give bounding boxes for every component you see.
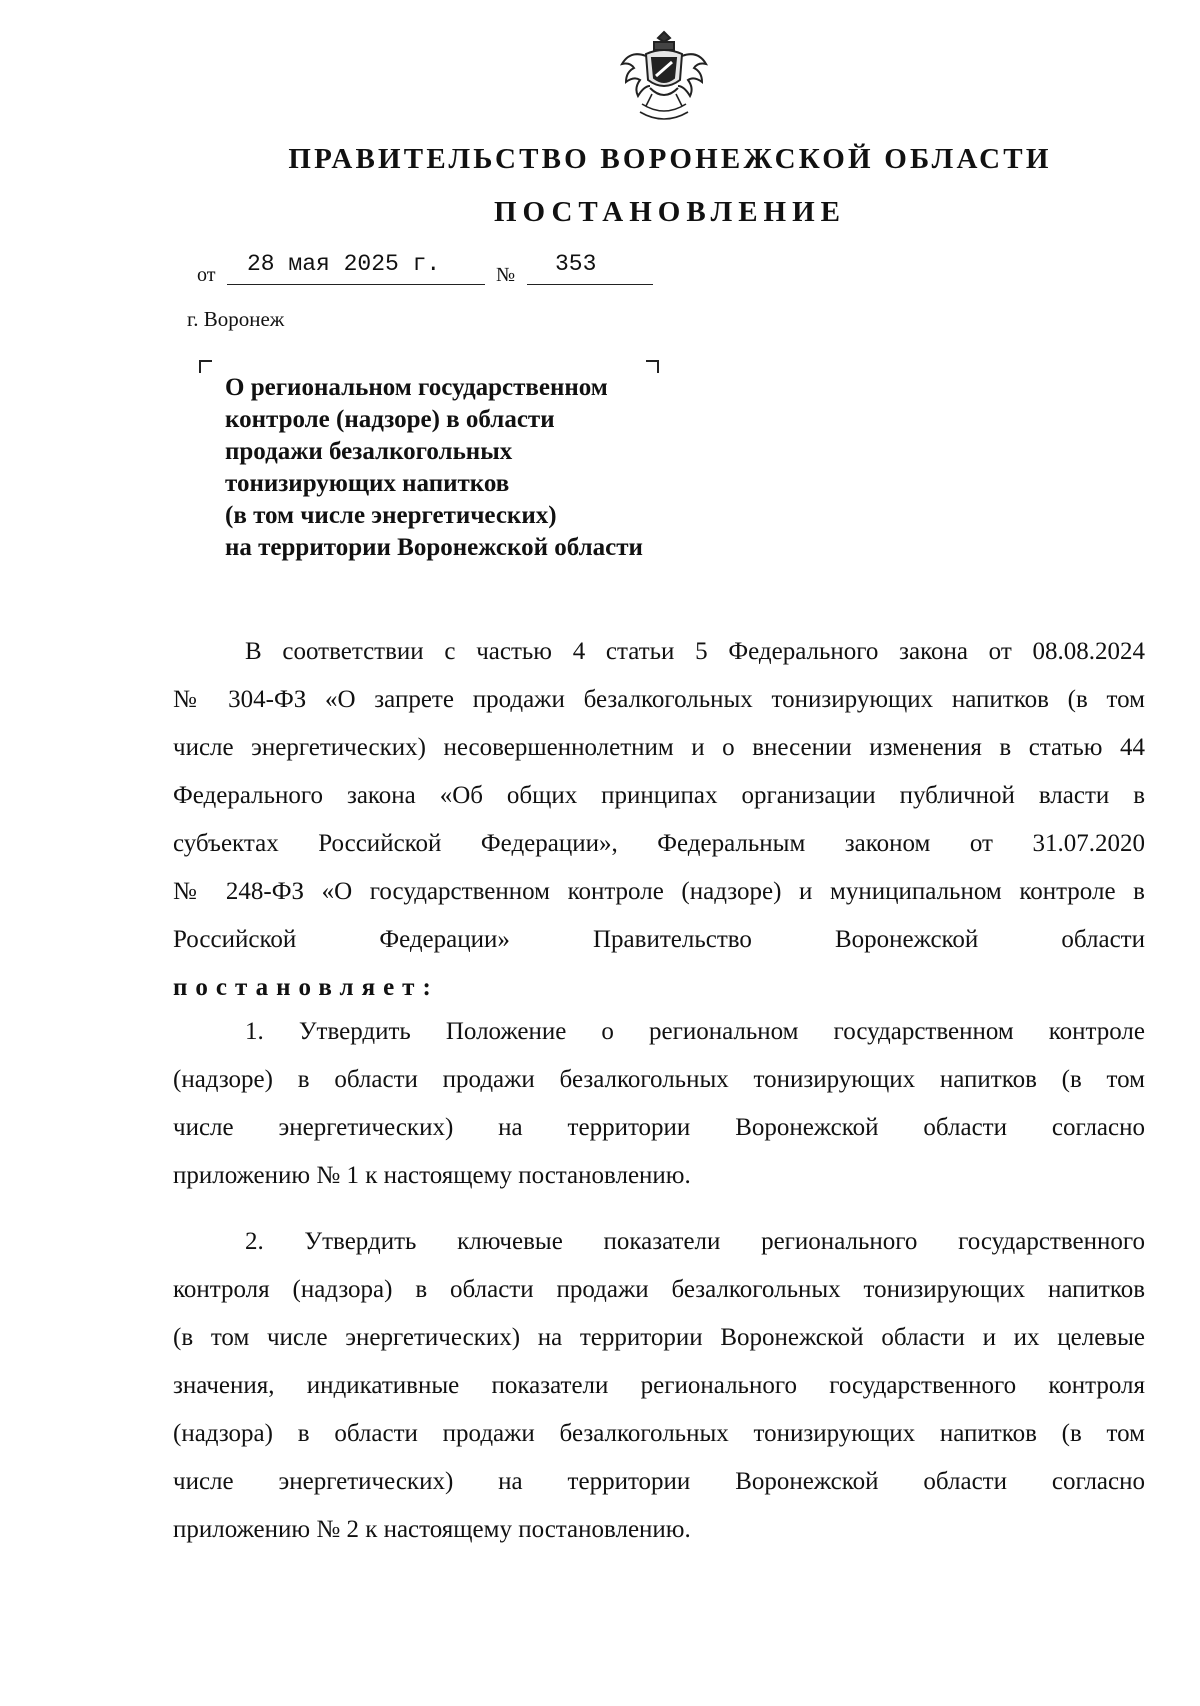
item-line: (в том числе энергетических) на территории Воронежской области и их целевые [173, 1324, 1145, 1351]
preamble-line: В соответствии с частью 4 статьи 5 Федерального закона от 08.08.2024 [245, 638, 1145, 665]
item-line: (надзоре) в области продажи безалкогольных тонизирующих напитков (в том [173, 1066, 1145, 1093]
subject-line: контроле (надзоре) в области [225, 406, 555, 433]
item-line: контроля (надзора) в области продажи безалкогольных тонизирующих напитков [173, 1276, 1145, 1303]
number-value: 353 [555, 251, 597, 277]
item-line: значения, индикативные показатели регионального государственного контроля [173, 1372, 1145, 1399]
date-number-row [197, 248, 667, 288]
preamble-line: № 304-ФЗ «О запрете продажи безалкогольных тонизирующих напитков (в том [173, 686, 1145, 713]
subject-bracket-right [646, 360, 659, 373]
date-label: от [197, 264, 216, 286]
document-subject [225, 372, 643, 564]
preamble-line: числе энергетических) несовершеннолетним и о внесении изменения в статью 44 [173, 734, 1145, 761]
subject-line: на территории Воронежской области [225, 534, 643, 561]
government-title: ПРАВИТЕЛЬСТВО ВОРОНЕЖСКОЙ ОБЛАСТИ [288, 143, 1052, 175]
preamble-line: субъектах Российской Федерации», Федеральным законом от 31.07.2020 [173, 830, 1145, 857]
city: г. Воронеж [187, 307, 285, 331]
item-line: приложению № 1 к настоящему постановлению. [173, 1162, 691, 1189]
subject-bracket-left [199, 360, 212, 373]
item-1 [173, 1008, 1145, 1200]
subject-line: О региональном государственном [225, 374, 608, 401]
item-line: 1. Утвердить Положение о региональном государственном контроле [245, 1018, 1145, 1045]
item-line: (надзора) в области продажи безалкогольных тонизирующих напитков (в том [173, 1420, 1145, 1447]
preamble-line: № 248-ФЗ «О государственном контроле (надзоре) и муниципальном контроле в [173, 878, 1145, 905]
coat-of-arms-icon [612, 28, 716, 132]
document-type: ПОСТАНОВЛЕНИЕ [493, 196, 846, 228]
preamble [173, 628, 1145, 1012]
date-field [227, 248, 485, 285]
item-line: 2. Утвердить ключевые показатели регионального государственного [245, 1228, 1145, 1255]
number-field [527, 248, 653, 285]
preamble-line: Федерального закона «Об общих принципах организации публичной власти в [173, 782, 1145, 809]
preamble-line: Российской Федерации» Правительство Воронежской области [173, 926, 1145, 953]
item-line: приложению № 2 к настоящему постановлению. [173, 1516, 691, 1543]
subject-line: продажи безалкогольных [225, 438, 513, 465]
resolves-word: постановляет: [173, 974, 439, 1001]
date-value: 28 мая 2025 г. [247, 251, 441, 277]
item-line: числе энергетических) на территории Воронежской области согласно [173, 1114, 1145, 1141]
item-2 [173, 1218, 1145, 1554]
subject-line: (в том числе энергетических) [225, 502, 557, 529]
subject-line: тонизирующих напитков [225, 470, 510, 497]
number-label: № [496, 264, 516, 286]
item-line: числе энергетических) на территории Воронежской области согласно [173, 1468, 1145, 1495]
